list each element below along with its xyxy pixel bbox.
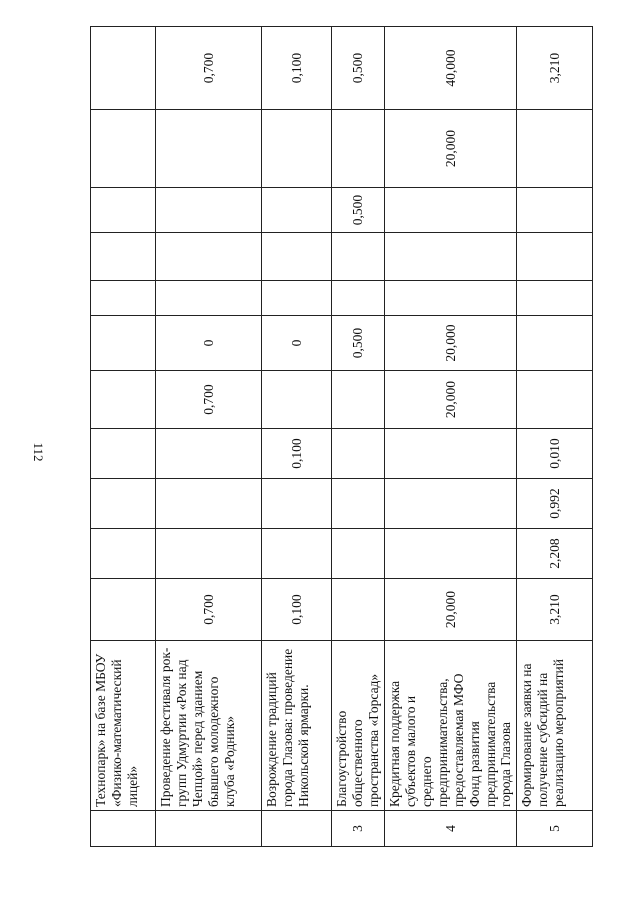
value-cell xyxy=(385,188,517,233)
value-cell xyxy=(385,429,517,479)
row-number-cell xyxy=(91,811,156,847)
activity-name-cell: Проведение фестиваля рок-групп Удмуртии «Рок над Чепцой» перед зданием бывшего молодежного клуба «Родник» xyxy=(156,641,262,811)
value-cell xyxy=(91,110,156,188)
value-cell xyxy=(332,529,385,579)
activity-name-cell: Формирование заявки на получение субсидий на реализацию мероприятий xyxy=(517,641,593,811)
value-cell xyxy=(262,479,332,529)
value-cell: 0,100 xyxy=(262,27,332,110)
value-cell xyxy=(262,188,332,233)
value-cell xyxy=(332,579,385,641)
value-cell xyxy=(91,529,156,579)
value-cell xyxy=(91,316,156,371)
page-number: 112 xyxy=(31,442,46,462)
table-row xyxy=(91,27,156,847)
value-cell xyxy=(91,233,156,281)
value-cell xyxy=(517,233,593,281)
value-cell xyxy=(262,233,332,281)
value-cell xyxy=(91,281,156,316)
value-cell: 0,700 xyxy=(156,371,262,429)
activity-name-cell: Технопарк» на базе МБОУ «Физико-математический лицей» xyxy=(91,641,156,811)
value-cell xyxy=(517,371,593,429)
value-cell xyxy=(332,371,385,429)
value-cell: 0,100 xyxy=(262,579,332,641)
value-cell xyxy=(385,529,517,579)
value-cell xyxy=(262,281,332,316)
budget-table xyxy=(90,26,593,847)
value-cell xyxy=(517,110,593,188)
value-cell: 0,700 xyxy=(156,27,262,110)
value-cell xyxy=(156,479,262,529)
value-cell xyxy=(332,233,385,281)
value-cell xyxy=(156,529,262,579)
value-cell xyxy=(156,188,262,233)
value-cell xyxy=(156,233,262,281)
value-cell xyxy=(91,429,156,479)
value-cell: 3,210 xyxy=(517,579,593,641)
value-cell xyxy=(91,27,156,110)
value-cell: 40,000 xyxy=(385,27,517,110)
activity-name-cell: Кредитная поддержка субъектов малого и среднего предпринимательства, предоставляемая МФО Фонд развития предпринимательства города Глазова xyxy=(385,641,517,811)
value-cell xyxy=(156,429,262,479)
value-cell: 0 xyxy=(262,316,332,371)
value-cell: 20,000 xyxy=(385,371,517,429)
value-cell xyxy=(262,110,332,188)
rotated-page-content xyxy=(90,49,567,847)
value-cell xyxy=(385,233,517,281)
table-row xyxy=(385,27,517,847)
table-row xyxy=(332,27,385,847)
value-cell xyxy=(385,281,517,316)
table-row xyxy=(262,27,332,847)
value-cell xyxy=(332,110,385,188)
row-number-cell xyxy=(262,811,332,847)
activity-name-cell: Возрождение традиций города Глазова: проведение Никольской ярмарки. xyxy=(262,641,332,811)
value-cell: 20,000 xyxy=(385,110,517,188)
activity-name-cell: Благоустройство общественного пространства «Горсад» xyxy=(332,641,385,811)
table-row xyxy=(156,27,262,847)
row-number-cell xyxy=(156,811,262,847)
value-cell xyxy=(91,479,156,529)
value-cell: 0 xyxy=(156,316,262,371)
value-cell xyxy=(385,479,517,529)
value-cell: 0,500 xyxy=(332,188,385,233)
value-cell: 2,208 xyxy=(517,529,593,579)
row-number-cell: 5 xyxy=(517,811,593,847)
value-cell xyxy=(517,281,593,316)
row-number-cell: 4 xyxy=(385,811,517,847)
value-cell: 0,700 xyxy=(156,579,262,641)
value-cell: 0,500 xyxy=(332,316,385,371)
value-cell: 20,000 xyxy=(385,316,517,371)
value-cell xyxy=(332,429,385,479)
value-cell xyxy=(91,188,156,233)
value-cell xyxy=(517,316,593,371)
value-cell xyxy=(156,281,262,316)
value-cell: 20,000 xyxy=(385,579,517,641)
value-cell xyxy=(91,579,156,641)
value-cell: 0,010 xyxy=(517,429,593,479)
value-cell: 3,210 xyxy=(517,27,593,110)
value-cell: 0,992 xyxy=(517,479,593,529)
value-cell: 0,500 xyxy=(332,27,385,110)
table-body xyxy=(91,27,593,847)
value-cell xyxy=(262,371,332,429)
table-row xyxy=(517,27,593,847)
value-cell: 0,100 xyxy=(262,429,332,479)
value-cell xyxy=(91,371,156,429)
value-cell xyxy=(262,529,332,579)
value-cell xyxy=(156,110,262,188)
row-number-cell: 3 xyxy=(332,811,385,847)
value-cell xyxy=(332,479,385,529)
value-cell xyxy=(517,188,593,233)
value-cell xyxy=(332,281,385,316)
